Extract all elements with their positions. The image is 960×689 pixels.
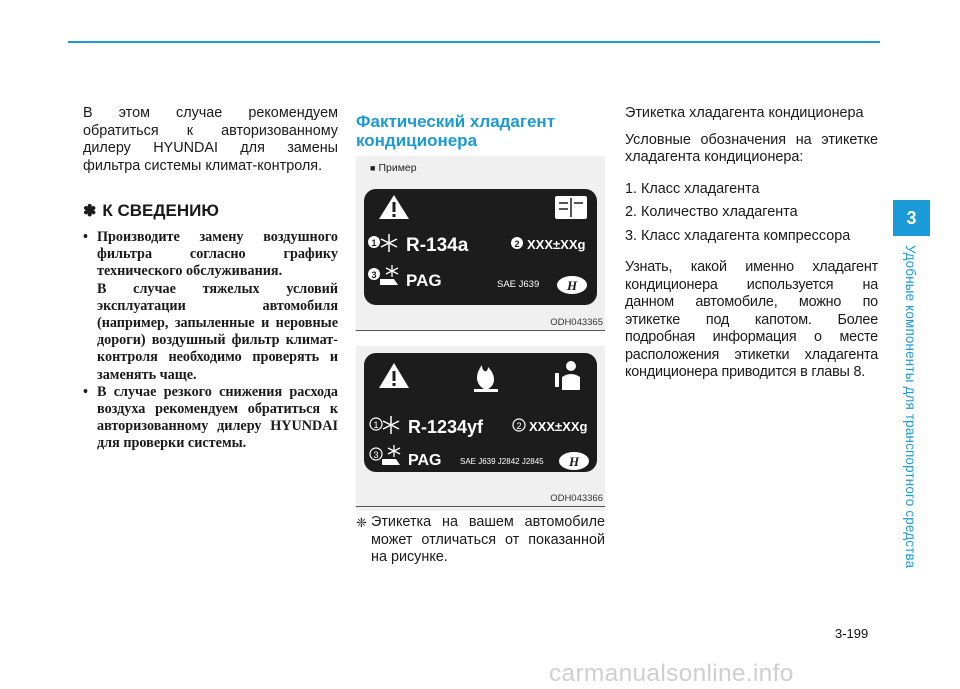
chapter-title-vertical: Удобные компоненты для транспортного средства	[903, 245, 918, 569]
svg-text:1: 1	[373, 420, 379, 430]
page-number: 3-199	[835, 626, 869, 641]
oil-type: PAG	[408, 452, 442, 469]
refrigerant-amount: XXX±XXg	[529, 419, 588, 434]
chapter-number-tab[interactable]: 3	[893, 200, 930, 236]
refrigerant-label-2	[364, 353, 597, 472]
info-paragraph: Узнать, какой именно хладагент кондиционера используется на данном автомобиле, можно по этикетке под капотом. Более подробная информация о месте расположения этикетки хладагента кондиционера приводится в главы 8.	[625, 259, 878, 380]
caution-star-icon: ✽	[83, 203, 97, 220]
figure-label-r1234yf	[356, 346, 605, 511]
figure-code: ODH043365	[550, 317, 603, 328]
header-rule	[68, 41, 880, 43]
intro-paragraph: В этом случае рекомендуем обратиться к авторизованному дилеру HYUNDAI для замены фильтра системы климат-контроля.	[83, 105, 338, 174]
caution-list	[83, 229, 338, 453]
middle-column	[356, 112, 605, 150]
list-item: 3. Класс хладагента компрессора	[625, 227, 851, 244]
svg-text:2: 2	[514, 239, 520, 249]
sae-standard: SAE J639	[497, 279, 540, 290]
caution-item: • В случае резкого снижения расхода воздуха рекомендуем обратиться к авторизованному дилеру HYUNDAI для проверки системы.	[83, 383, 338, 452]
figure-label-r134a	[356, 156, 605, 331]
list-item: 2. Количество хладагента	[625, 204, 798, 220]
legend-intro: Условные обозначения на этикетке хладагента кондиционера:	[625, 131, 878, 165]
svg-text:2: 2	[516, 421, 522, 431]
svg-text:3: 3	[373, 450, 379, 460]
svg-text:H: H	[568, 454, 580, 469]
oil-type: PAG	[406, 271, 442, 290]
refrigerant-class: R-134a	[406, 235, 469, 256]
figure-code: ODH043366	[550, 493, 603, 504]
bullet-icon: •	[83, 383, 88, 400]
caution-heading: ✽ К СВЕДЕНИЮ	[83, 201, 219, 220]
svg-text:1: 1	[371, 238, 377, 248]
refrigerant-label-1	[364, 189, 597, 305]
refrigerant-class: R-1234yf	[408, 417, 484, 437]
legend-square-icon: ■	[370, 163, 376, 173]
figure-divider	[356, 330, 605, 331]
left-column	[83, 105, 338, 453]
svg-text:H: H	[566, 278, 578, 293]
caution-item: • Производите замену воздушного фильтра согласно графику технического обслуживания. В случае тяжелых условий эксплуатации автомобиля (например, запыленные и неровные дороги) воздушный фильтр климат-контроля необходимо проверять и заменять чаще.	[83, 229, 338, 383]
figure-legend: ■ Пример	[370, 162, 417, 174]
svg-text:3: 3	[371, 270, 377, 280]
manual-book-icon	[555, 196, 587, 219]
figure-divider	[356, 506, 605, 507]
refrigerant-amount: XXX±XXg	[527, 237, 586, 252]
note-mark-icon: ❈	[356, 515, 367, 530]
bullet-icon: •	[83, 229, 88, 245]
hyundai-logo-icon	[557, 276, 587, 294]
label-heading: Этикетка хладагента кондиционера	[625, 105, 864, 121]
list-item: 1. Класс хладагента	[625, 180, 760, 197]
figure-note: ❈ Этикетка на вашем автомобиле может отличаться от показанной на рисунке.	[356, 514, 605, 565]
section-title: Фактический хладагент кондиционера	[356, 112, 556, 150]
hyundai-logo-icon	[559, 452, 589, 470]
legend-list	[625, 181, 878, 246]
watermark: carmanualsonline.info	[549, 660, 794, 687]
right-column	[625, 105, 878, 391]
sae-standard: SAE J639 J2842 J2845	[460, 457, 544, 466]
